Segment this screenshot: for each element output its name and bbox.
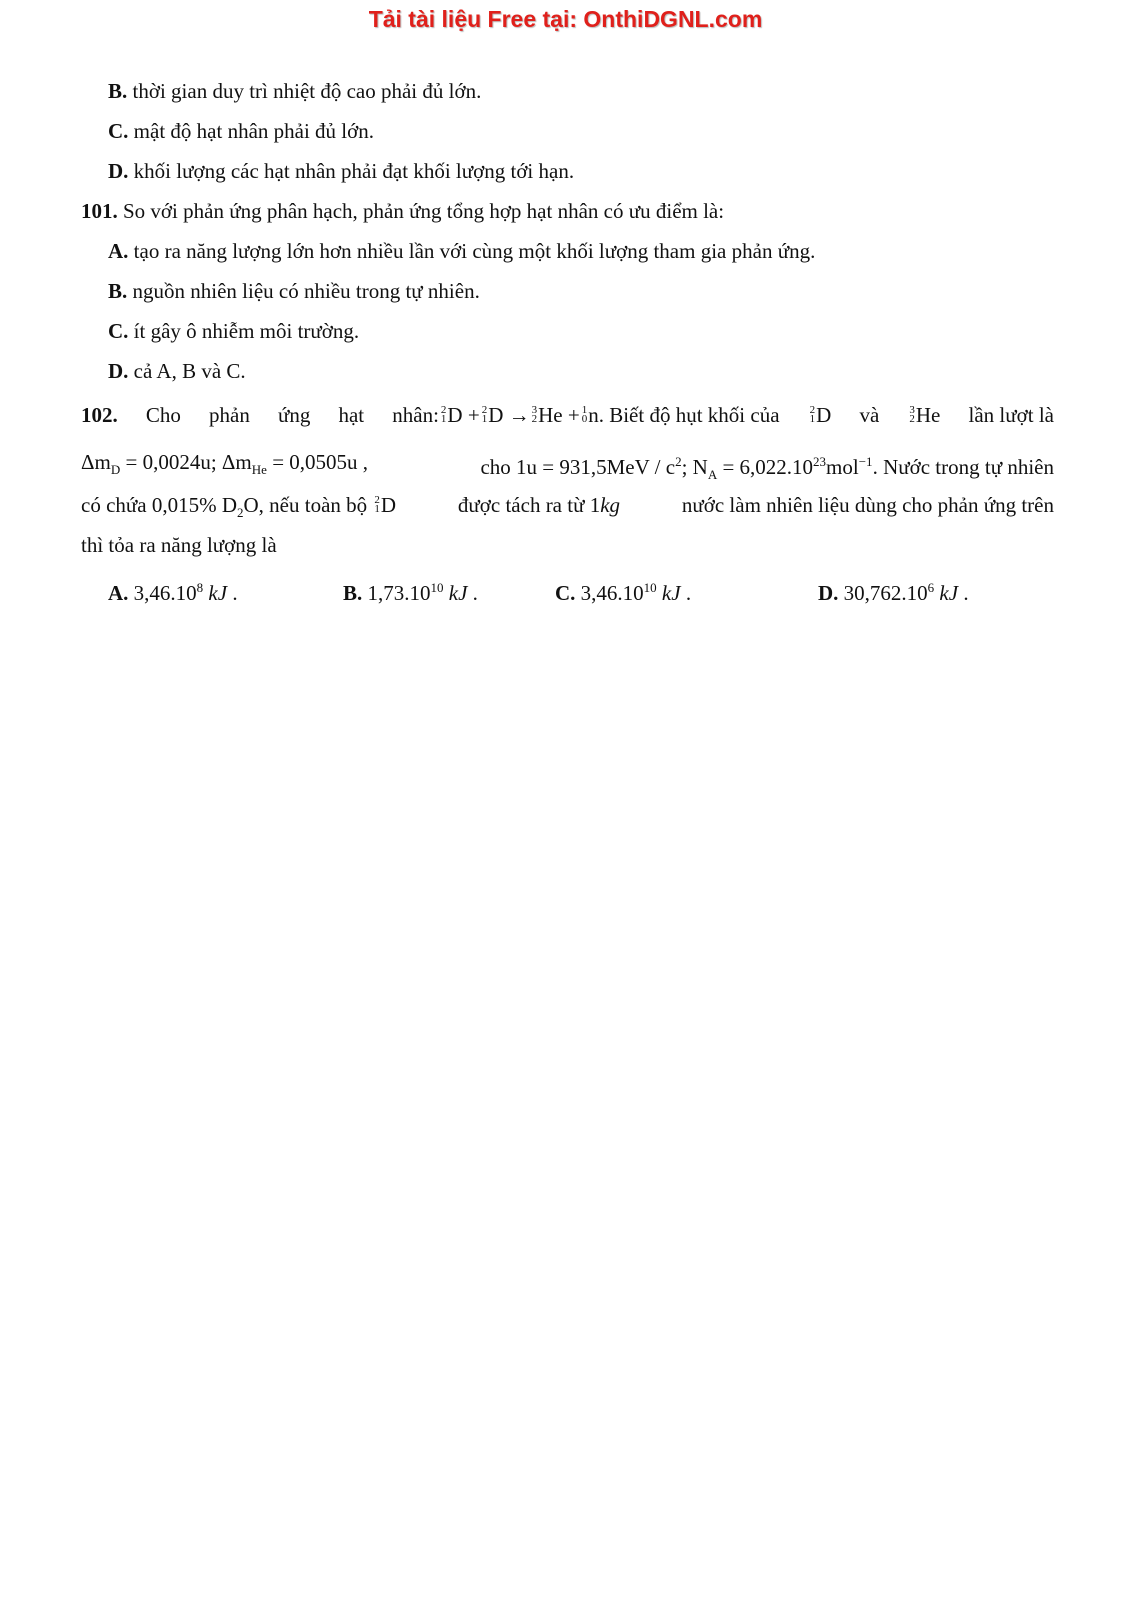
question-102-line-1: 102. Cho phản ứng hạt nhân: 2 1 D + 2 1 D → 3 2 He + 1 0 n. Biết độ hụt khối của 2 1 D và 3 2 He lần lượt là	[81, 403, 1054, 427]
constants: cho $1u = 931,5MeV / c^2$; $N_A = 6,022.10^{23}mol^{-1}$. Nước trong tự nhiên	[480, 454, 1054, 483]
mass-defect-values: $\Delta m_D = 0,0024u$; $\Delta m_{He} = 0,0505u$ ,	[81, 450, 369, 478]
question-102-line-2	[81, 449, 1054, 488]
option-b-prev: B. thời gian duy trì nhiệt độ cao phải đủ lớn.	[108, 79, 482, 103]
question-101-option-d: D. cả A, B và C.	[108, 359, 246, 383]
question-102-option-c: C. 3,46.10$^{10}$ kJ .	[555, 580, 692, 605]
question-102-line-4: thì tỏa ra năng lượng là	[81, 533, 277, 557]
question-102-option-a: A. 3,46.10$^8$ kJ .	[108, 580, 238, 605]
option-d-prev: D. khối lượng các hạt nhân phải đạt khối lượng tới hạn.	[108, 159, 575, 183]
question-101-option-c: C. ít gây ô nhiễm môi trường.	[108, 319, 360, 343]
question-101-option-a: A. tạo ra năng lượng lớn hơn nhiều lần với cùng một khối lượng tham gia phản ứng.	[108, 239, 816, 263]
question-102-line-3: có chứa 0,015% $D_2O$, nếu toàn bộ 2 1 D được tách ra từ 1kg nước làm nhiên liệu dùng cho phản ứng trên	[81, 493, 1054, 521]
option-c-prev: C. mật độ hạt nhân phải đủ lớn.	[108, 119, 374, 143]
reaction-equation: nhân: 2 1 D + 2 1 D → 3 2 He + 1 0 n. Biết độ hụt khối của	[392, 403, 780, 427]
question-102-option-d: D. 30,762.10$^6$ kJ .	[818, 580, 969, 605]
question-101-stem: 101. So với phản ứng phân hạch, phản ứng tổng hợp hạt nhân có ưu điểm là:	[81, 199, 725, 223]
question-102-option-b: B. 1,73.10$^{10}$ kJ .	[343, 580, 478, 605]
helium-symbol: 3 2 He	[909, 403, 941, 427]
question-101-option-b: B. nguồn nhiên liệu có nhiều trong tự nhiên.	[108, 279, 480, 303]
site-banner[interactable]: Tải tài liệu Free tại: OnthiDGNL.com	[368, 6, 763, 32]
deuterium-symbol: 2 1 D	[809, 403, 832, 427]
